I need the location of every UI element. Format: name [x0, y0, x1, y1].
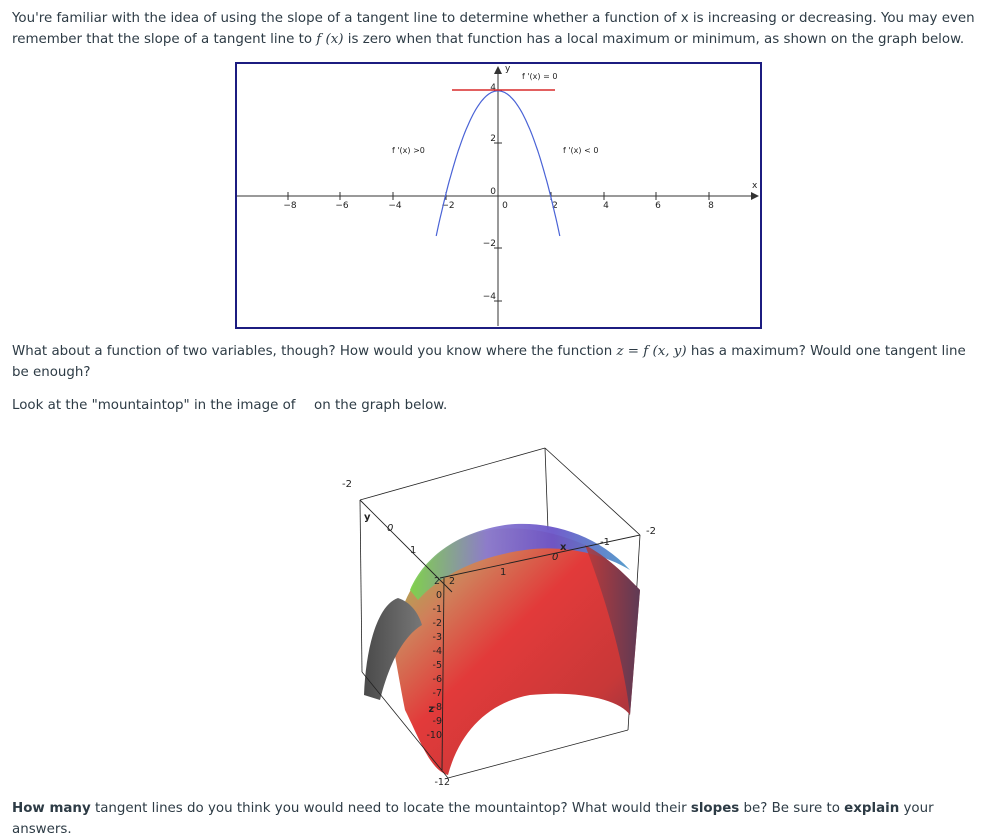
y-axis-3d-label: y	[364, 512, 371, 523]
y-axis-3d-ticks	[342, 479, 416, 556]
y-tick-label: −2	[482, 239, 496, 249]
prompt-text-2: on the graph below.	[309, 398, 448, 413]
y-axis-tick-0: 0	[387, 523, 394, 534]
x-axis-tick-0: 0	[552, 552, 559, 563]
final-question	[12, 798, 987, 840]
z-tick-bottom: -12	[434, 777, 450, 788]
x-tick-label: −2	[441, 201, 455, 211]
question-text-1: What about a function of two variables, though? How would you know where the function	[12, 344, 617, 359]
final-text-1: tangent lines do you think you would need to locate the mountaintop? What would their	[90, 801, 691, 816]
x-tick-label: 2	[552, 201, 558, 211]
x-axis-3d-label: x	[560, 542, 567, 553]
x-tick-label: −6	[335, 201, 349, 211]
z-tick-label: 2	[433, 576, 440, 587]
parabola-graph	[235, 62, 762, 329]
annotation-increasing: f '(x) >0	[392, 146, 425, 155]
question-text-2: has a maximum? Would one tangent line be enough?	[12, 344, 966, 380]
y-tick-label: 0	[490, 187, 496, 197]
corner-left-label: -2	[342, 479, 352, 490]
x-tick-label: 8	[708, 201, 714, 211]
prompt-text-1: Look at the "mountaintop" in the image of	[12, 398, 300, 413]
final-text-2: be? Be sure to	[739, 801, 845, 816]
x-axis-tick-1: 1	[500, 567, 507, 578]
z-tick-label: -4	[432, 646, 442, 657]
z-tick-label: -9	[432, 716, 442, 727]
question-math-z-equals-f: z = f (x, y)	[616, 344, 687, 359]
annotation-max: f '(x) = 0	[522, 72, 558, 81]
y-tick-label: 4	[490, 83, 496, 93]
x-tick-label: 6	[655, 201, 661, 211]
emphasis-how-many: How many	[12, 801, 91, 816]
x-axis-tick-m1: -1	[600, 537, 610, 548]
intro-paragraph	[12, 8, 987, 50]
y-axis-tick-1: 1	[410, 545, 417, 556]
x-tick-label: −8	[283, 201, 297, 211]
z-tick-label: -2	[432, 618, 442, 629]
z-tick-label: -6	[432, 674, 442, 685]
final-text-3: your answers.	[12, 801, 934, 837]
z-axis-3d-label: z	[428, 704, 434, 715]
question-paragraph	[12, 341, 972, 383]
x-tick-label: −4	[388, 201, 402, 211]
z-tick-label: -8	[432, 702, 442, 713]
x-axis-label: x	[752, 181, 758, 191]
prompt-paragraph	[12, 395, 447, 416]
x-tick-label: 4	[603, 201, 609, 211]
z-tick-label: -1	[432, 604, 442, 615]
z-tick-label: -7	[432, 688, 442, 699]
z-tick-extra: 2	[448, 576, 455, 587]
z-tick-label: -5	[432, 660, 442, 671]
intro-math-f-of-x: f (x)	[316, 32, 344, 47]
z-tick-label: -3	[432, 632, 442, 643]
y-axis-label: y	[505, 64, 511, 74]
emphasis-explain: explain	[844, 801, 900, 816]
intro-text-2: is zero when that function has a local maximum or minimum, as shown on the graph below.	[343, 32, 965, 47]
intro-text-1: You're familiar with the idea of using the slope of a tangent line to determine whether a function of x is increasing or decreasing. You may even remember that the slope of a tangent line to	[12, 11, 975, 47]
x-tick-label: 0	[502, 201, 508, 211]
z-tick-label: 0	[435, 590, 442, 601]
emphasis-slopes: slopes	[690, 801, 740, 816]
y-tick-label: 2	[490, 134, 496, 144]
corner-right-label: -2	[646, 526, 656, 537]
mountaintop-surface-graph	[330, 440, 670, 795]
y-tick-label: −4	[482, 292, 496, 302]
annotation-decreasing: f '(x) < 0	[563, 146, 599, 155]
z-tick-label: -10	[426, 730, 442, 741]
